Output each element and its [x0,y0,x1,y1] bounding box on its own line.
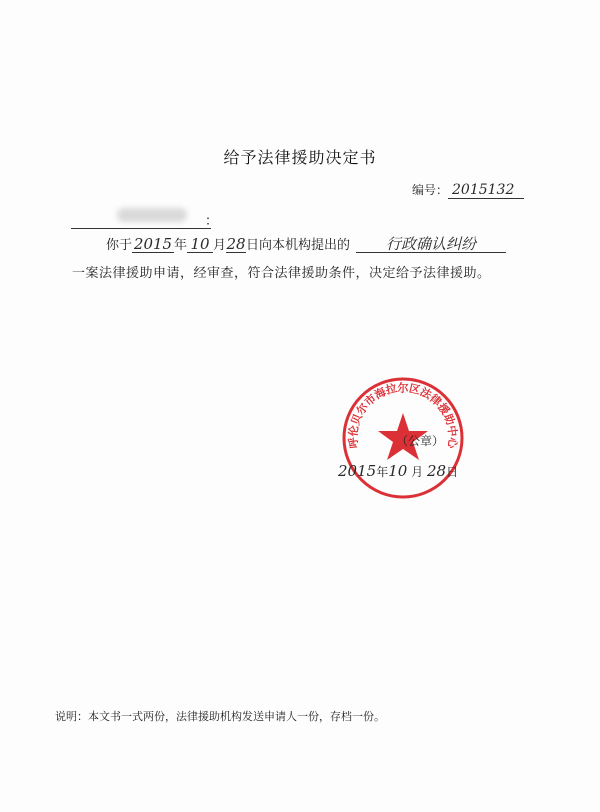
date-year: 2015 [338,462,377,480]
body-prefix: 你于 [106,238,133,253]
application-month: 10 [187,237,213,253]
date-month: 10 [388,462,408,480]
date-month-unit: 月 [411,465,424,479]
seal-label: （公章） [396,434,445,448]
number-label: 编号： [412,183,449,197]
date-day: 28 [426,462,447,480]
body-line-1 [106,234,506,253]
document-number [412,181,524,199]
addressee-line [71,204,219,229]
footnote: 说明：本文书一式两份，法律援助机构发送申请人一份，存档一份。 [55,710,385,723]
addressee-colon: ： [205,214,219,229]
decision-date [338,462,458,480]
case-matter: 行政确认纠纷 [356,237,506,253]
day-unit: 日向本机构提出的 [246,238,351,253]
application-day: 28 [226,235,246,253]
seal-ring-text: 呼伦贝尔市海拉尔区法律援助中心 [346,381,460,450]
date-day-unit: 日 [446,465,459,479]
year-unit: 年 [174,238,188,253]
application-year: 2015 [133,235,173,253]
month-unit: 月 [213,238,227,253]
body-line-2: 一案法律援助申请，经审查，符合法律援助条件，决定给予法律援助。 [72,266,491,281]
date-year-unit: 年 [376,465,389,479]
redacted-name [117,208,187,222]
document-title: 给予法律援助决定书 [223,148,377,167]
number-value: 2015132 [448,183,524,199]
